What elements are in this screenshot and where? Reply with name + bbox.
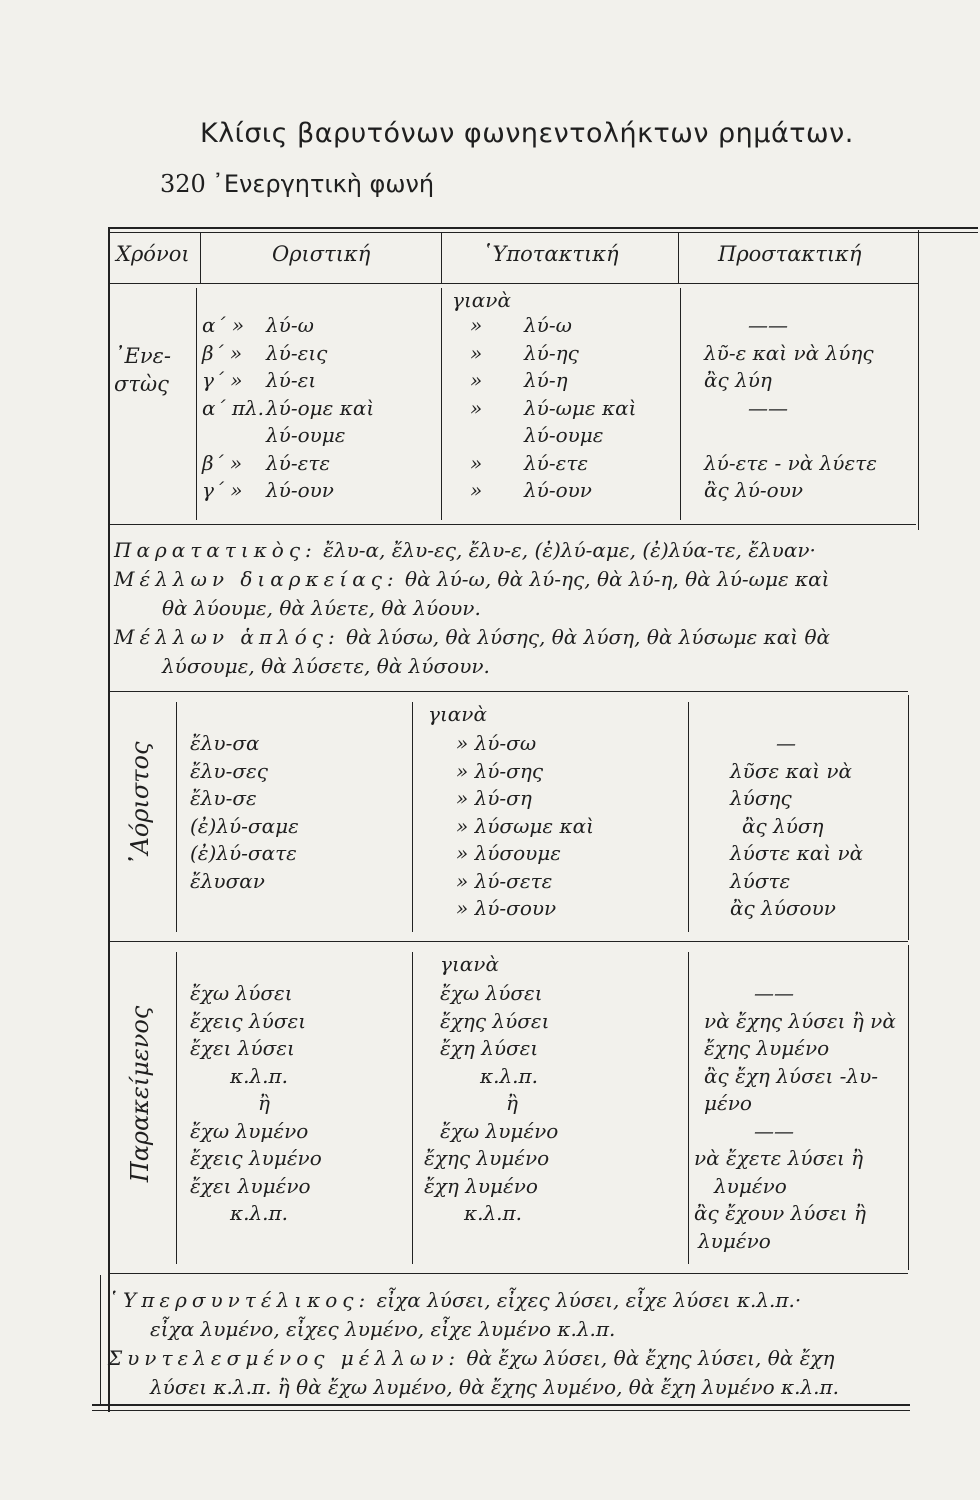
header-indicative: Οριστική: [272, 242, 371, 266]
aorist-indicative-forms: [190, 730, 299, 895]
aorist-imperative-forms: [730, 730, 863, 923]
header-subjunctive: ῾Υποτακτική: [482, 242, 619, 266]
future-simple-forms-2: λύσουμε, θὰ λύσετε, θὰ λύσουν.: [162, 654, 490, 678]
form-cell: κ.λ.π.: [464, 1201, 523, 1225]
form-cell: νὰ ἔχετε λύσει ἢ: [694, 1146, 864, 1170]
form-cell: » λύ-σω: [456, 731, 537, 755]
form-cell: λύ-ουμε: [524, 423, 604, 447]
form-cell: ἔχω λύσει: [440, 981, 543, 1005]
form-cell: » λύ-σης: [456, 758, 544, 783]
form-cell: ἔχεις λύσει: [190, 1008, 307, 1033]
perfect-divider-1: [176, 952, 177, 1264]
form-cell: κ.λ.π.: [480, 1063, 539, 1088]
person-label: α΄ πλ.: [202, 395, 265, 420]
form-cell: ἔλυ-σα: [190, 731, 260, 755]
form-cell: νὰ ἔχης λύσει ἢ νὰ: [704, 1008, 896, 1033]
present-subjunctive-forms: [524, 312, 636, 505]
person-label: α΄ »: [202, 313, 245, 337]
header-imperative: Προστακτική: [718, 242, 862, 266]
person-label: β΄ »: [202, 340, 243, 365]
present-divider-1: [196, 288, 197, 520]
future-perfect-forms-1: θὰ ἔχω λύσει, θὰ ἔχης λύσει, θὰ ἔχη: [466, 1346, 835, 1370]
form-cell: ἔχει λυμένο: [190, 1173, 311, 1198]
present-person-labels: [202, 312, 264, 505]
form-cell: » λύ-σουν: [456, 896, 557, 920]
form-cell: ——: [748, 313, 788, 337]
perfect-divider-2: [412, 952, 413, 1264]
perfect-divider-3: [688, 952, 689, 1264]
form-cell: λῦσε καὶ νὰ: [730, 758, 853, 783]
future-continuous-line: [114, 565, 830, 594]
form-cell: ἔχη λυμένο: [424, 1173, 538, 1198]
future-continuous-label: Μέλλων διαρκείας:: [114, 567, 399, 591]
form-cell: ἂς ἔχουν λύσει ἢ: [694, 1201, 867, 1225]
aorist-subjunctive-forms: [456, 730, 594, 923]
table-right-border-top: [918, 230, 919, 530]
form-cell: κ.λ.π.: [230, 1201, 289, 1225]
form-cell: ἔλυσαν: [190, 868, 265, 893]
form-cell: ——: [754, 981, 794, 1005]
present-label-line1: ᾿Ενε-: [114, 344, 171, 368]
ditto-mark: [470, 422, 482, 450]
header-divider-1: [200, 232, 201, 284]
future-perfect-label: Συντελεσμένος μέλλων:: [108, 1346, 461, 1370]
pluperfect-forms-1: εἶχα λύσει, εἶχες λύσει, εἶχε λύσει κ.λ.π.·: [376, 1288, 802, 1312]
person-label: β΄ »: [202, 450, 243, 475]
future-continuous-forms-1: θὰ λύ-ω, θὰ λύ-ης, θὰ λύ-η, θὰ λύ-ωμε καὶ: [405, 567, 830, 591]
form-cell: λυμένο: [698, 1228, 771, 1253]
form-cell: λύ-ης: [524, 340, 579, 365]
form-cell: λύ-ει: [266, 368, 317, 392]
present-divider-3: [680, 288, 681, 520]
form-cell: λύστε: [730, 868, 791, 893]
table-bottom-rule: [92, 1404, 910, 1406]
page-title: Κλίσις βαρυτόνων φωνηεντολήκτων ρημάτων.: [200, 118, 854, 149]
perfect-indicative-forms: [190, 980, 322, 1228]
form-cell: » λύ-ση: [456, 786, 532, 810]
ditto-mark: »: [470, 478, 483, 502]
present-bottom-rule: [108, 524, 916, 525]
aorist-bottom-rule: [108, 941, 908, 942]
form-cell: λύ-ετε: [266, 450, 331, 475]
table-top-rule-inner: [108, 232, 978, 233]
form-cell: λύ-ωμε καὶ: [524, 395, 637, 420]
person-label: γ΄ »: [202, 368, 243, 392]
pluperfect-label: ῾Υπερσυντέλικος:: [108, 1288, 371, 1312]
form-cell: λύ-ομε καὶ: [266, 395, 375, 420]
form-cell: ἔχει λύσει: [190, 1036, 295, 1060]
form-cell: λύ-ουν: [266, 478, 334, 502]
pluperfect-line: [108, 1286, 801, 1315]
form-cell: λύ-ουμε: [266, 423, 346, 447]
form-cell: λύ-ουν: [524, 478, 592, 502]
form-cell: λύστε καὶ νὰ: [730, 841, 864, 865]
aorist-divider-2: [412, 702, 413, 932]
form-cell: ἔχης λυμένο: [424, 1146, 550, 1170]
aorist-subjunctive-particle: γιανὰ: [428, 702, 487, 726]
imperfect-forms: ἔλυ-α, ἔλυ-ες, ἔλυ-ε, (ἐ)λύ-αμε, (ἐ)λύα-τε, ἔλυαν·: [323, 538, 816, 562]
perfect-subjunctive-particle: γιανὰ: [440, 952, 499, 976]
form-cell: ἢ: [506, 1091, 518, 1115]
form-cell: λύ-εις: [266, 340, 328, 365]
section-heading: [160, 170, 434, 198]
form-cell: λύ-ω: [266, 313, 314, 337]
aorist-divider-1: [176, 702, 177, 932]
form-cell: ἂς λύσουν: [730, 896, 836, 920]
form-cell: μένο: [704, 1091, 752, 1115]
form-cell: ἔχω λυμένο: [440, 1118, 559, 1143]
form-cell: λύ-ετε - νὰ λύετε: [704, 450, 877, 475]
form-cell: ἂς ἔχη λύσει -λυ-: [704, 1063, 879, 1088]
ditto-mark: »: [470, 368, 483, 392]
form-cell: ἔχω λύσει: [190, 981, 293, 1005]
form-cell: » λύσουμε: [456, 841, 562, 865]
form-cell: ἂς λύση: [742, 813, 824, 838]
future-simple-line: [114, 623, 830, 652]
form-cell: ἔλυ-σες: [190, 758, 268, 783]
perfect-imperative-forms: [694, 980, 896, 1255]
imperfect-line: [114, 536, 816, 565]
header-divider-2: [441, 232, 442, 284]
header-tenses: Χρόνοι: [116, 242, 190, 266]
aorist-divider-3: [688, 702, 689, 932]
form-cell: (ἐ)λύ-σαμε: [190, 813, 299, 838]
form-cell: ἔχης λυμένο: [704, 1036, 830, 1060]
future-perfect-forms-2: λύσει κ.λ.π. ἢ θὰ ἔχω λυμένο, θὰ ἔχης λυμένο, θὰ ἔχη λυμένο κ.λ.π.: [150, 1375, 840, 1399]
table-left-border: [108, 227, 110, 1412]
form-cell: ἔχεις λυμένο: [190, 1146, 322, 1170]
perfect-subjunctive-forms: [424, 980, 559, 1228]
form-cell: ἂς λύ-ουν: [704, 478, 804, 502]
imperfect-bottom-rule: [108, 691, 908, 692]
form-cell: ἂς λύη: [704, 368, 772, 392]
section-title: ᾿Ενεργητικὴ φωνή: [211, 170, 435, 198]
present-imperative-forms: [704, 312, 877, 505]
future-continuous-forms-2: θὰ λύουμε, θὰ λύετε, θὰ λύουν.: [162, 596, 481, 620]
person-label: [202, 422, 264, 450]
present-subjunctive-particle: γιανὰ: [452, 288, 511, 312]
present-indicative-forms: [266, 312, 374, 505]
form-cell: κ.λ.π.: [230, 1063, 289, 1088]
bottom-block-left-rule: [100, 1275, 101, 1405]
form-cell: ἔχης λύσει: [440, 1008, 550, 1033]
present-label-line2: στὼς: [114, 372, 169, 396]
ditto-mark: »: [470, 395, 483, 420]
form-cell: —: [776, 731, 796, 755]
aorist-label: ᾿Αόριστος: [126, 741, 154, 867]
table-bottom-rule-inner: [92, 1410, 910, 1411]
form-cell: ἔλυ-σε: [190, 786, 257, 810]
future-perfect-line: [108, 1344, 834, 1373]
pluperfect-forms-2: εἶχα λυμένο, εἶχες λυμένο, εἶχε λυμένο κ.λ.π.: [150, 1317, 616, 1341]
header-rule: [108, 283, 918, 284]
present-divider-2: [441, 288, 442, 520]
perfect-bottom-rule: [108, 1273, 908, 1274]
form-cell: λῦ-ε καὶ νὰ λύης: [704, 340, 874, 365]
form-cell: [704, 422, 877, 450]
form-cell: ἢ: [258, 1091, 270, 1115]
ditto-mark: »: [470, 313, 483, 337]
table-right-border-perfect: [908, 945, 909, 1270]
form-cell: λύσης: [730, 786, 792, 810]
ditto-mark: »: [470, 450, 483, 475]
form-cell: ——: [748, 395, 788, 420]
form-cell: ἔχω λυμένο: [190, 1118, 309, 1143]
form-cell: ——: [754, 1118, 794, 1143]
perfect-label: Παρακείμενος: [126, 1005, 154, 1183]
form-cell: ἔχη λύσει: [440, 1036, 539, 1060]
header-divider-3: [678, 232, 679, 284]
section-number: 320: [160, 170, 206, 198]
form-cell: λύ-ω: [524, 313, 572, 337]
form-cell: » λύσωμε καὶ: [456, 813, 594, 838]
person-label: γ΄ »: [202, 478, 243, 502]
present-subjunctive-marks: [470, 312, 482, 505]
table-top-rule: [108, 227, 978, 229]
form-cell: » λύ-σετε: [456, 868, 553, 893]
future-simple-forms-1: θὰ λύσω, θὰ λύσης, θὰ λύση, θὰ λύσωμε καὶ θὰ: [346, 625, 831, 649]
ditto-mark: »: [470, 340, 483, 365]
form-cell: λύ-ετε: [524, 450, 589, 475]
imperfect-label: Παρατατικὸς:: [114, 538, 317, 562]
future-simple-label: Μέλλων ἁπλός:: [114, 625, 340, 649]
form-cell: (ἐ)λύ-σατε: [190, 841, 297, 865]
form-cell: λυμένο: [714, 1173, 787, 1198]
form-cell: λύ-η: [524, 368, 568, 392]
table-right-border-aorist: [908, 695, 909, 940]
